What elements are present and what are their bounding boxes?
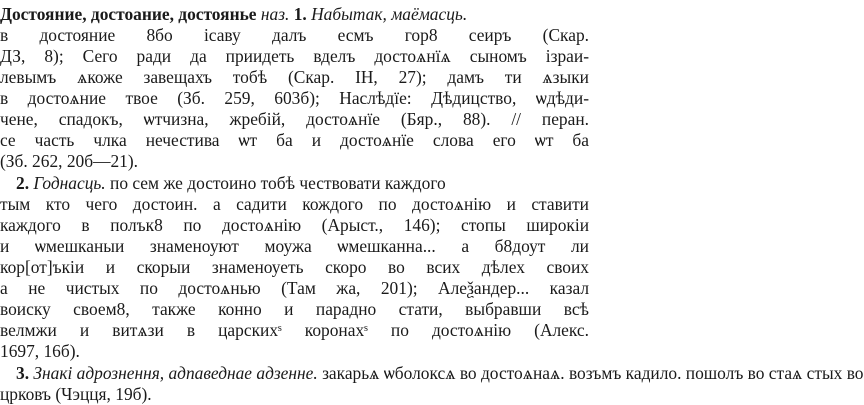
sense-2-line-7: воиску своем8, также конно и парадно стати, выбравши всѣ	[0, 299, 589, 319]
entry-line-8: (Зб. 262, 20б—21).	[0, 151, 138, 171]
sense-2-line-9: 1697, 16б).	[0, 341, 80, 361]
entry-line-6: чене, спадокъ, ѡтчизна, жребій, достоѧнїе (Бяр., 88). // перан.	[0, 109, 589, 129]
sense-2-line-4: и ѡмешканыи знаменоуют моужа ѡмешканна... а б8доут ли	[0, 236, 589, 256]
sense-2-line-5: кор[от]ъкіи и скорыи знаменоуеть скоро во всих дѣлех своих	[0, 257, 589, 277]
sense-2-line-8: велмжи и витѧзи в царскихˢ коронахˢ по достоѧнію (Алекс.	[0, 320, 589, 340]
entry-line-3: ДЗ, 8); Сего ради да приидеть вделъ достоѧнїѧ сыномъ ізраи-	[0, 46, 589, 66]
sense-3-text-1: закарьѧ ѡболоксѧ во достоѧнаѧ. возъмъ кадило. пошолъ во стаѧ стых во	[322, 363, 864, 383]
sense-3-line-2: црковъ (Чэцця, 19б).	[0, 384, 152, 404]
sense-2-line-1	[0, 173, 589, 194]
sense-2-gloss: Годнасць.	[33, 173, 106, 193]
sense-2-line-3: каждого в полък8 по достоѧнію (Арыст., 146); стопы широкіи	[0, 215, 589, 235]
sense-1-number: 1.	[293, 4, 307, 24]
entry-line-5: в достоѧние твое (Зб. 259, 603б); Наслѣдїе: Дѣдицство, ѡдѣди-	[0, 88, 589, 108]
sense-1-gloss: Набытак, маёмасць.	[311, 4, 468, 24]
sense-3-gloss: Знакі адрознення, адпаведнае адзенне.	[33, 363, 318, 383]
sense-2-line-6: а не чистых по достоѧнью (Там жа, 201); Алеѯандер... казал	[0, 278, 589, 298]
headword: Достояние, достоание, достоянье	[0, 4, 257, 24]
entry-line-7: се часть члка нечестива ѡт ба и достоѧнїе слова его ѡт ба	[0, 130, 589, 150]
entry-line-4: левымъ ѧкоже завещахъ тобѣ (Скар. ІН, 27); дамъ ти ѧзыки	[0, 67, 589, 87]
sense-3-line-1	[0, 363, 864, 384]
part-of-speech: наз.	[260, 4, 290, 24]
entry-line-1	[0, 4, 589, 25]
entry-line-2: в достояние 8бо ісаву далъ есмъ гор8 сеиръ (Скар.	[0, 25, 589, 45]
sense-2-text-1: по сем же достоино тобѣ чествовати каждого	[110, 173, 446, 193]
sense-2-number: 2.	[16, 173, 30, 193]
sense-2-line-2: тым кто чего достоин. а садити кождого по достоѧнію и ставити	[0, 194, 589, 214]
sense-3-number: 3.	[16, 363, 30, 383]
